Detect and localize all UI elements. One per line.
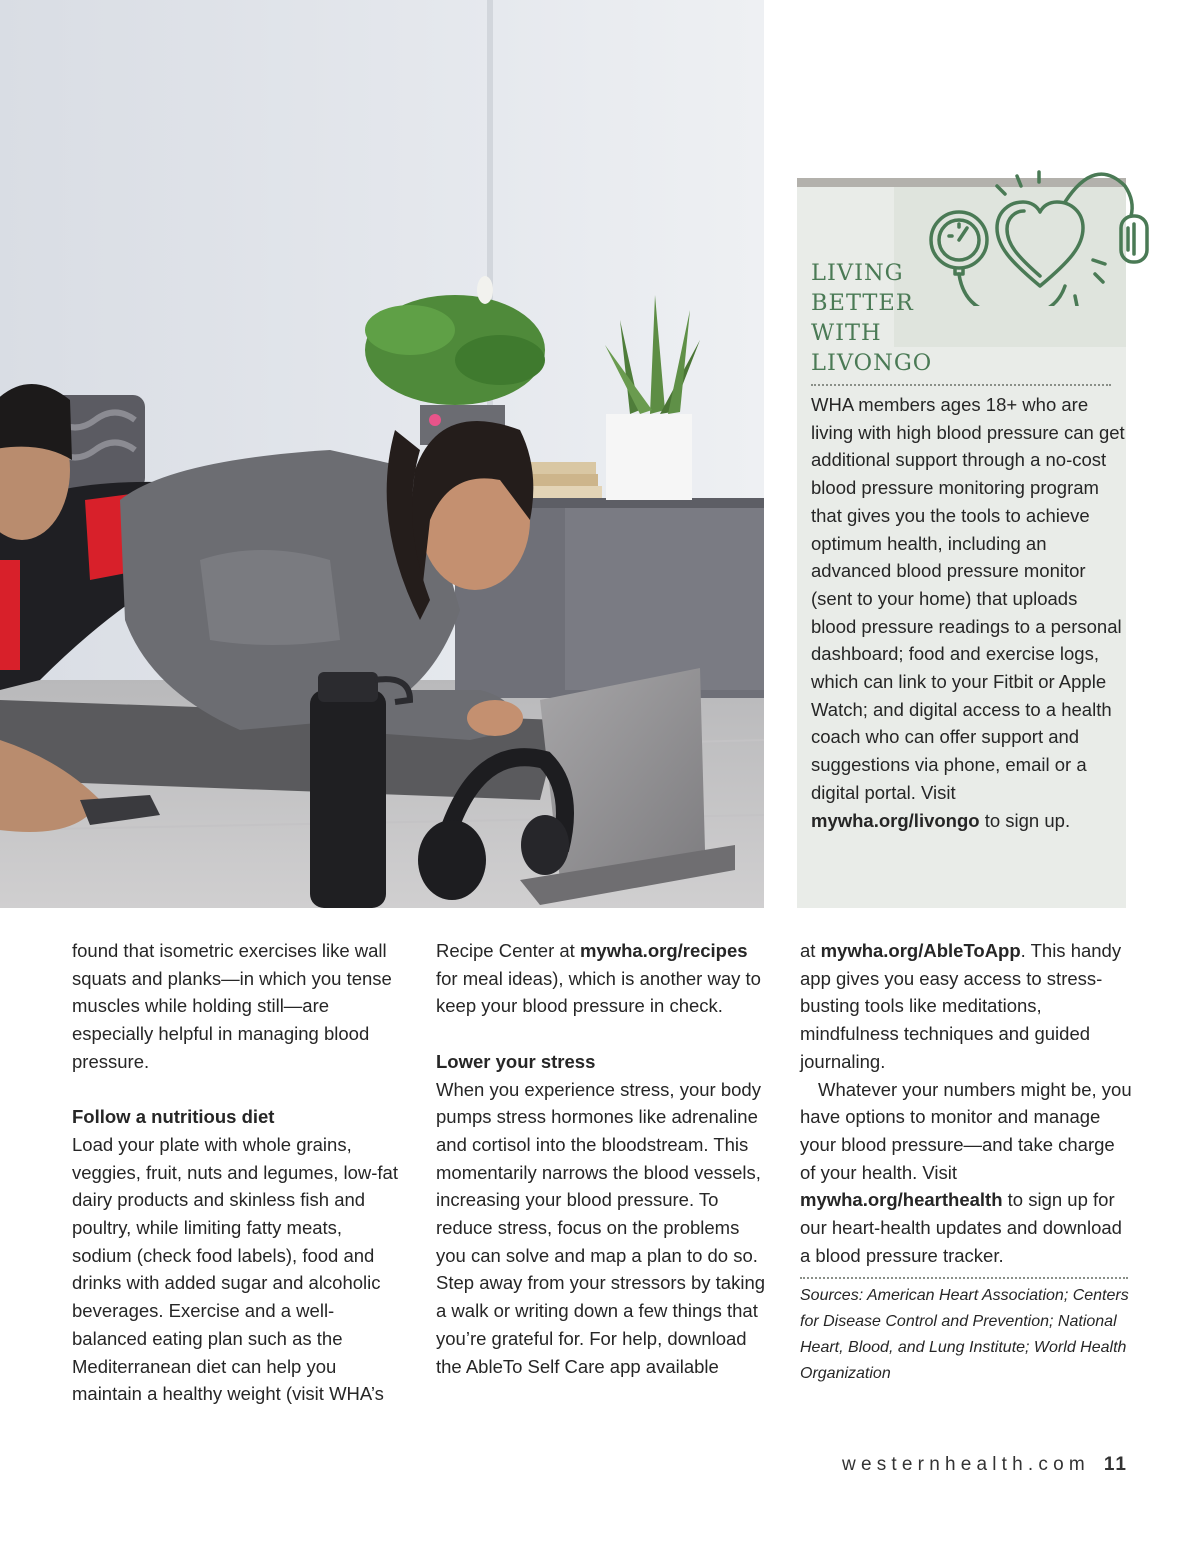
sources: Sources: American Heart Association; Centers for Disease Control and Prevention; National Heart, Blood, and Lung Institute; World Health Organization (800, 1287, 1129, 1383)
page-footer (842, 1454, 1128, 1476)
sidebar-body-end: to sign up. (979, 809, 1071, 831)
col3-paragraph-2 (800, 1076, 1135, 1270)
sidebar-title (811, 258, 932, 378)
column-3 (800, 937, 1135, 1387)
sources-divider (800, 1277, 1128, 1279)
section-heading-diet: Follow a nutritious diet (72, 1106, 275, 1128)
sidebar-title-line: BETTER (811, 290, 914, 316)
sidebar-divider (811, 384, 1111, 386)
col1-paragraph-1: found that isometric exercises like wall squats and planks—in which you tense muscles while holding still—are especially helpful in managing blood pressure. (72, 940, 392, 1072)
col3-text: at (800, 940, 821, 961)
col3-paragraph-1 (800, 937, 1135, 1076)
col2-paragraph-1 (436, 937, 770, 1020)
sidebar-title-line: LIVING (811, 260, 904, 286)
column-1 (72, 937, 402, 1408)
col2-text: for meal ideas), which is another way to keep your blood pressure in check. (436, 967, 761, 1017)
col2-text: Recipe Center at (436, 940, 580, 961)
abletoapp-link[interactable]: mywha.org/AbleToApp (820, 940, 1021, 961)
hearthealth-link[interactable]: mywha.org/hearthealth (800, 1189, 1003, 1211)
hero-photo (0, 0, 764, 908)
section-heading-stress: Lower your stress (436, 1050, 596, 1072)
recipes-link[interactable]: mywha.org/recipes (579, 940, 748, 961)
sidebar-title-line: LIVONGO (811, 350, 933, 376)
page-number: 11 (1103, 1454, 1128, 1475)
footer-website: westernhealth.com (842, 1454, 1090, 1475)
col2-paragraph-2: When you experience stress, your body pumps stress hormones like adrenaline and cortisol into the bloodstream. This momentarily narrows the blood vessels, increasing your blood pressure. To reduce stress, focus on the problems you can solve and map a plan to do so. Step away from your stressors by taking a walk or writing down a few things that you’re grateful for. For help, download the AbleTo Self Care app available (436, 1078, 766, 1377)
sidebar-body (811, 391, 1126, 834)
col3-text: Whatever your numbers might be, you have options to monitor and manage your blood pressure—and take charge of your health. Visit (800, 1078, 1132, 1183)
livongo-sidebar (797, 178, 1126, 908)
heart-blood-pressure-monitor-icon (925, 166, 1155, 306)
sidebar-body-text: WHA members ages 18+ who are living with high blood pressure can get additional support through a no-cost blood pressure monitoring program that gives you the tools to achieve optimum health, including an advanced blood pressure monitor (sent to your home) that uploads blood pressure readings to a personal dashboard; food and exercise logs, which can link to your Fitbit or Apple Watch; and digital access to a health coach who can offer support and suggestions via phone, email or a digital portal. Visit (811, 394, 1125, 803)
col3-text: . This handy app gives you easy access to stress-busting tools like meditations, mindfulness techniques and guided journaling. (800, 940, 1122, 1072)
col3-text: to sign up for our heart-health updates and download a blood pressure tracker. (800, 1189, 1122, 1266)
sidebar-title-line: WITH (811, 320, 882, 346)
column-2 (436, 937, 770, 1380)
col1-paragraph-2: Load your plate with whole grains, veggies, fruit, nuts and legumes, low-fat dairy products and skinless fish and poultry, while limiting fatty meats, sodium (check food labels), food and drinks with added sugar and alcoholic beverages. Exercise and a well-balanced eating plan such as the Mediterranean diet can help you maintain a healthy weight (visit WHA’s (72, 1133, 398, 1405)
livongo-link[interactable]: mywha.org/livongo (811, 809, 980, 831)
